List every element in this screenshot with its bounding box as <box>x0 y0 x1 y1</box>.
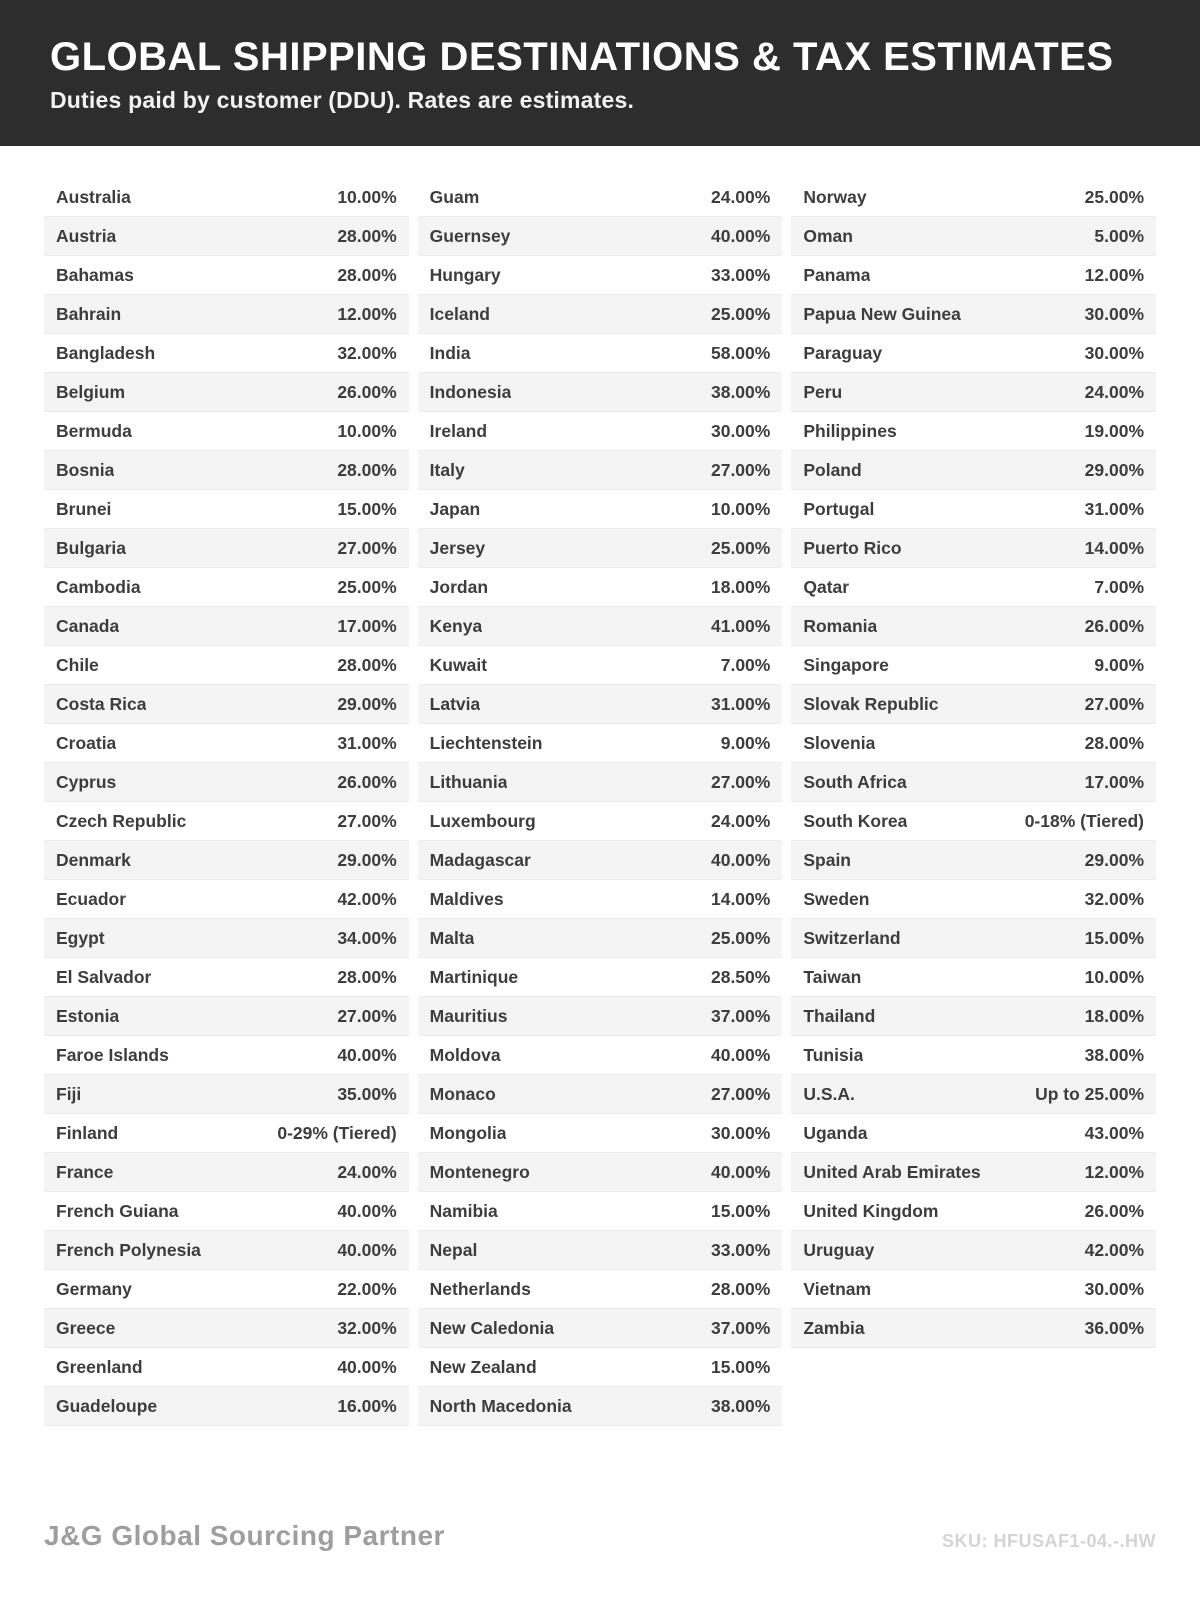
table-row <box>791 1309 1156 1348</box>
country-name: Oman <box>803 225 853 246</box>
tax-rate: 37.00% <box>710 1005 771 1026</box>
country-name: Bermuda <box>56 420 132 441</box>
country-name: Jersey <box>429 537 486 558</box>
table-row <box>791 568 1156 607</box>
tax-rate: 27.00% <box>710 1083 771 1104</box>
tax-rate: 43.00% <box>1084 1122 1145 1143</box>
table-row <box>44 763 409 802</box>
tax-rate: 9.00% <box>720 732 771 753</box>
table-row <box>791 373 1156 412</box>
country-name: Switzerland <box>803 927 901 948</box>
country-name: Uruguay <box>803 1239 875 1260</box>
country-name: Czech Republic <box>56 810 187 831</box>
page-footer <box>0 1520 1200 1600</box>
table-row <box>791 997 1156 1036</box>
table-row <box>791 802 1156 841</box>
table-row <box>418 529 783 568</box>
tax-rate: 31.00% <box>337 732 397 753</box>
tax-rate: 40.00% <box>337 1356 397 1377</box>
country-name: Portugal <box>803 498 875 519</box>
page-title: GLOBAL SHIPPING DESTINATIONS & TAX ESTIMATES <box>50 35 1114 79</box>
table-row <box>418 568 783 607</box>
tax-rate: 7.00% <box>720 654 771 675</box>
table-row <box>791 451 1156 490</box>
tax-rate: 18.00% <box>710 576 771 597</box>
tax-rate: 32.00% <box>337 342 397 363</box>
table-row <box>791 529 1156 568</box>
tax-rate: 28.00% <box>337 264 397 285</box>
table-row <box>44 841 409 880</box>
tax-rate: 31.00% <box>710 693 771 714</box>
tax-rate: 18.00% <box>1084 1005 1145 1026</box>
tax-rate: 15.00% <box>710 1200 771 1221</box>
table-row <box>418 685 783 724</box>
table-row <box>418 256 783 295</box>
table-row <box>44 997 409 1036</box>
tax-rate: 36.00% <box>1084 1317 1145 1338</box>
tax-rate: 42.00% <box>337 888 397 909</box>
tax-rate: 29.00% <box>337 849 397 870</box>
tax-rate: 26.00% <box>337 381 397 402</box>
country-name: Romania <box>803 615 878 636</box>
rate-column <box>418 178 783 1426</box>
country-name: Iceland <box>429 303 490 324</box>
country-name: Namibia <box>429 1200 498 1221</box>
sku-label: SKU: HFUSAF1-04.-.HW <box>941 1531 1156 1551</box>
table-row <box>791 1075 1156 1114</box>
tax-rate: 24.00% <box>1084 381 1145 402</box>
country-name: Cambodia <box>56 576 141 597</box>
tax-rate: 15.00% <box>710 1356 771 1377</box>
country-name: France <box>56 1161 114 1182</box>
table-row <box>44 1231 409 1270</box>
country-name: Faroe Islands <box>56 1044 169 1065</box>
country-name: Bahrain <box>56 303 122 324</box>
tax-rate: 29.00% <box>1084 459 1145 480</box>
tax-rate: 58.00% <box>710 342 771 363</box>
table-row <box>418 295 783 334</box>
tax-rate: 40.00% <box>710 1161 771 1182</box>
table-row <box>791 256 1156 295</box>
table-row <box>418 490 783 529</box>
country-name: Philippines <box>803 420 897 441</box>
country-name: Bosnia <box>56 459 115 480</box>
table-row <box>44 568 409 607</box>
tax-rate: 25.00% <box>710 303 771 324</box>
table-row <box>418 841 783 880</box>
table-row <box>791 178 1156 217</box>
table-row <box>418 724 783 763</box>
country-name: Guernsey <box>429 225 511 246</box>
country-name: Tunisia <box>803 1044 864 1065</box>
table-row <box>44 919 409 958</box>
tax-rate: 38.00% <box>1084 1044 1145 1065</box>
country-name: Slovak Republic <box>803 693 939 714</box>
country-name: Martinique <box>429 966 519 987</box>
table-row <box>791 841 1156 880</box>
tax-rate: 0-29% (Tiered) <box>277 1122 397 1143</box>
country-name: Malta <box>429 927 475 948</box>
country-name: Australia <box>56 186 131 207</box>
tax-rate: 16.00% <box>337 1395 397 1416</box>
table-row <box>44 1270 409 1309</box>
tax-rate: 40.00% <box>710 225 771 246</box>
tax-rate: 37.00% <box>710 1317 771 1338</box>
country-name: Luxembourg <box>429 810 536 831</box>
country-name: Germany <box>56 1278 132 1299</box>
country-name: Cyprus <box>56 771 117 792</box>
country-name: Montenegro <box>429 1161 530 1182</box>
table-row <box>791 1114 1156 1153</box>
tax-rate: 12.00% <box>1084 1161 1145 1182</box>
tax-rate: 38.00% <box>710 381 771 402</box>
country-name: Brunei <box>56 498 112 519</box>
table-row <box>44 724 409 763</box>
tax-rate: 27.00% <box>1084 693 1145 714</box>
table-row <box>44 451 409 490</box>
country-name: Belgium <box>56 381 126 402</box>
table-row <box>791 1231 1156 1270</box>
table-row <box>418 763 783 802</box>
table-row <box>791 958 1156 997</box>
country-name: U.S.A. <box>803 1083 855 1104</box>
table-row <box>44 334 409 373</box>
table-row <box>44 1348 409 1387</box>
country-name: Croatia <box>56 732 117 753</box>
tax-rate: 25.00% <box>337 576 397 597</box>
tax-rate: 28.00% <box>337 225 397 246</box>
tax-rate: 42.00% <box>1084 1239 1145 1260</box>
tax-rate: 25.00% <box>710 927 771 948</box>
tax-rate: 10.00% <box>337 420 397 441</box>
tax-rate: 14.00% <box>710 888 771 909</box>
country-name: Italy <box>429 459 465 480</box>
tax-rate: 27.00% <box>337 1005 397 1026</box>
country-name: Kenya <box>429 615 483 636</box>
tax-rate: 26.00% <box>1084 615 1145 636</box>
tax-rate: 12.00% <box>1084 264 1145 285</box>
table-row <box>418 1192 783 1231</box>
country-name: South Korea <box>803 810 908 831</box>
country-name: Guam <box>429 186 480 207</box>
table-row <box>44 529 409 568</box>
table-row <box>418 1348 783 1387</box>
country-name: Norway <box>803 186 867 207</box>
tax-rate: 35.00% <box>337 1083 397 1104</box>
table-row <box>44 685 409 724</box>
country-name: India <box>429 342 471 363</box>
country-name: Guadeloupe <box>56 1395 158 1416</box>
tax-rate: 28.00% <box>337 459 397 480</box>
tax-rate: 17.00% <box>1084 771 1145 792</box>
country-name: Austria <box>56 225 117 246</box>
country-name: Madagascar <box>429 849 531 870</box>
country-name: Indonesia <box>429 381 512 402</box>
table-row <box>44 295 409 334</box>
tax-rate: 26.00% <box>1084 1200 1145 1221</box>
table-row <box>791 1270 1156 1309</box>
country-name: French Guiana <box>56 1200 179 1221</box>
country-name: Costa Rica <box>56 693 147 714</box>
country-name: Netherlands <box>429 1278 531 1299</box>
rate-column <box>791 178 1156 1426</box>
tax-rate: 28.00% <box>337 966 397 987</box>
country-name: Maldives <box>429 888 504 909</box>
tax-rate: 12.00% <box>337 303 397 324</box>
table-row <box>418 1387 783 1426</box>
tax-rate: 25.00% <box>710 537 771 558</box>
rates-columns <box>0 146 1200 1426</box>
country-name: Ecuador <box>56 888 127 909</box>
table-row <box>418 412 783 451</box>
tax-rate: 40.00% <box>337 1200 397 1221</box>
tax-rate: 14.00% <box>1084 537 1145 558</box>
country-name: El Salvador <box>56 966 152 987</box>
country-name: Japan <box>429 498 481 519</box>
table-row <box>418 997 783 1036</box>
rate-column <box>44 178 409 1426</box>
country-name: South Africa <box>803 771 907 792</box>
brand-name: J&G Global Sourcing Partner <box>44 1520 445 1551</box>
country-name: Greenland <box>56 1356 143 1377</box>
tax-rate: 30.00% <box>1084 342 1145 363</box>
table-row <box>44 646 409 685</box>
table-row <box>791 295 1156 334</box>
tax-rate: 29.00% <box>337 693 397 714</box>
table-row <box>791 1192 1156 1231</box>
tax-rate: 24.00% <box>710 186 771 207</box>
country-name: Mauritius <box>429 1005 508 1026</box>
tax-rate: 27.00% <box>710 459 771 480</box>
country-name: Monaco <box>429 1083 496 1104</box>
country-name: Uganda <box>803 1122 868 1143</box>
country-name: Bangladesh <box>56 342 156 363</box>
tax-rate: 27.00% <box>337 537 397 558</box>
tax-rate: 28.00% <box>1084 732 1145 753</box>
table-row <box>791 763 1156 802</box>
country-name: Thailand <box>803 1005 876 1026</box>
country-name: Zambia <box>803 1317 865 1338</box>
tax-rate: 10.00% <box>710 498 771 519</box>
country-name: Bahamas <box>56 264 134 285</box>
table-row <box>418 958 783 997</box>
tax-rate: 22.00% <box>337 1278 397 1299</box>
table-row <box>418 802 783 841</box>
table-row <box>44 1114 409 1153</box>
tax-rate: 38.00% <box>710 1395 771 1416</box>
tax-rate: 33.00% <box>710 264 771 285</box>
country-name: Sweden <box>803 888 870 909</box>
tax-rate: 26.00% <box>337 771 397 792</box>
tax-rate: 7.00% <box>1094 576 1145 597</box>
tax-rate: 32.00% <box>1084 888 1145 909</box>
country-name: Moldova <box>429 1044 501 1065</box>
table-row <box>44 880 409 919</box>
table-row <box>418 373 783 412</box>
country-name: French Polynesia <box>56 1239 201 1260</box>
country-name: Nepal <box>429 1239 478 1260</box>
table-row <box>44 256 409 295</box>
country-name: Qatar <box>803 576 850 597</box>
tax-rate: 30.00% <box>1084 303 1145 324</box>
country-name: New Zealand <box>429 1356 537 1377</box>
tax-rate: 25.00% <box>1084 186 1145 207</box>
tax-rate: 0-18% (Tiered) <box>1024 810 1145 831</box>
tax-rate: 15.00% <box>337 498 397 519</box>
country-name: Fiji <box>56 1083 82 1104</box>
country-name: Poland <box>803 459 862 480</box>
table-row <box>418 1114 783 1153</box>
table-row <box>791 1036 1156 1075</box>
page-subtitle: Duties paid by customer (DDU). Rates are estimates. <box>50 87 635 113</box>
tax-rate: Up to 25.00% <box>1035 1083 1145 1104</box>
country-name: Chile <box>56 654 99 675</box>
country-name: Kuwait <box>429 654 488 675</box>
table-row <box>791 724 1156 763</box>
table-row <box>44 1387 409 1426</box>
country-name: Liechtenstein <box>429 732 543 753</box>
country-name: Slovenia <box>803 732 876 753</box>
table-row <box>418 1309 783 1348</box>
country-name: Finland <box>56 1122 119 1143</box>
country-name: Greece <box>56 1317 116 1338</box>
tax-rate: 30.00% <box>710 1122 771 1143</box>
tax-rate: 10.00% <box>337 186 397 207</box>
table-row <box>418 334 783 373</box>
tax-rate: 24.00% <box>710 810 771 831</box>
country-name: Jordan <box>429 576 489 597</box>
table-row <box>418 919 783 958</box>
table-row <box>418 646 783 685</box>
table-row <box>418 880 783 919</box>
table-row <box>44 178 409 217</box>
country-name: Hungary <box>429 264 501 285</box>
table-row <box>44 412 409 451</box>
table-row <box>44 373 409 412</box>
tax-rate: 15.00% <box>1084 927 1145 948</box>
country-name: Papua New Guinea <box>803 303 961 324</box>
tax-rate: 19.00% <box>1084 420 1145 441</box>
table-row <box>44 1036 409 1075</box>
tax-rate: 40.00% <box>710 849 771 870</box>
tax-rate: 40.00% <box>337 1239 397 1260</box>
table-row <box>44 1153 409 1192</box>
table-row <box>418 217 783 256</box>
table-row <box>791 1153 1156 1192</box>
tax-rate: 30.00% <box>710 420 771 441</box>
table-row <box>791 919 1156 958</box>
tax-rate: 5.00% <box>1094 225 1145 246</box>
table-row <box>418 607 783 646</box>
country-name: Lithuania <box>429 771 508 792</box>
table-row <box>44 490 409 529</box>
table-row <box>418 451 783 490</box>
country-name: Denmark <box>56 849 131 870</box>
tax-rate: 41.00% <box>710 615 771 636</box>
table-row <box>418 1153 783 1192</box>
table-row <box>791 334 1156 373</box>
country-name: Vietnam <box>803 1278 872 1299</box>
country-name: North Macedonia <box>429 1395 572 1416</box>
country-name: Singapore <box>803 654 889 675</box>
table-row <box>44 958 409 997</box>
table-row <box>418 1231 783 1270</box>
country-name: Egypt <box>56 927 105 948</box>
table-row <box>791 217 1156 256</box>
tax-rate: 28.00% <box>710 1278 771 1299</box>
table-row <box>418 1036 783 1075</box>
country-name: Peru <box>803 381 843 402</box>
tax-rate: 33.00% <box>710 1239 771 1260</box>
table-row <box>44 607 409 646</box>
table-row <box>791 412 1156 451</box>
tax-rate: 30.00% <box>1084 1278 1145 1299</box>
table-row <box>418 178 783 217</box>
country-name: Latvia <box>429 693 481 714</box>
country-name: Ireland <box>429 420 488 441</box>
country-name: Puerto Rico <box>803 537 902 558</box>
table-row <box>44 217 409 256</box>
tax-rate: 10.00% <box>1084 966 1145 987</box>
country-name: Estonia <box>56 1005 120 1026</box>
tax-rate: 34.00% <box>337 927 397 948</box>
tax-rate: 17.00% <box>337 615 397 636</box>
tax-rate: 27.00% <box>337 810 397 831</box>
table-row <box>418 1270 783 1309</box>
table-row <box>791 685 1156 724</box>
tax-rate: 29.00% <box>1084 849 1145 870</box>
table-row <box>791 880 1156 919</box>
tax-rate: 40.00% <box>710 1044 771 1065</box>
tax-rate: 28.00% <box>337 654 397 675</box>
tax-rate: 28.50% <box>710 966 771 987</box>
table-row <box>44 1075 409 1114</box>
tax-rate: 24.00% <box>337 1161 397 1182</box>
tax-rate: 31.00% <box>1084 498 1145 519</box>
tax-rate: 27.00% <box>710 771 771 792</box>
country-name: Spain <box>803 849 851 870</box>
page-header <box>0 0 1200 146</box>
table-row <box>44 802 409 841</box>
country-name: Canada <box>56 615 120 636</box>
country-name: Bulgaria <box>56 537 127 558</box>
table-row <box>791 607 1156 646</box>
table-row <box>44 1192 409 1231</box>
table-row <box>418 1075 783 1114</box>
country-name: United Arab Emirates <box>803 1161 981 1182</box>
country-name: Taiwan <box>803 966 862 987</box>
country-name: Mongolia <box>429 1122 507 1143</box>
table-row <box>791 646 1156 685</box>
country-name: New Caledonia <box>429 1317 555 1338</box>
table-row <box>44 1309 409 1348</box>
tax-rate: 9.00% <box>1094 654 1145 675</box>
country-name: Panama <box>803 264 871 285</box>
tax-rate: 40.00% <box>337 1044 397 1065</box>
country-name: Paraguay <box>803 342 883 363</box>
country-name: United Kingdom <box>803 1200 939 1221</box>
table-row <box>791 490 1156 529</box>
tax-rate: 32.00% <box>337 1317 397 1338</box>
